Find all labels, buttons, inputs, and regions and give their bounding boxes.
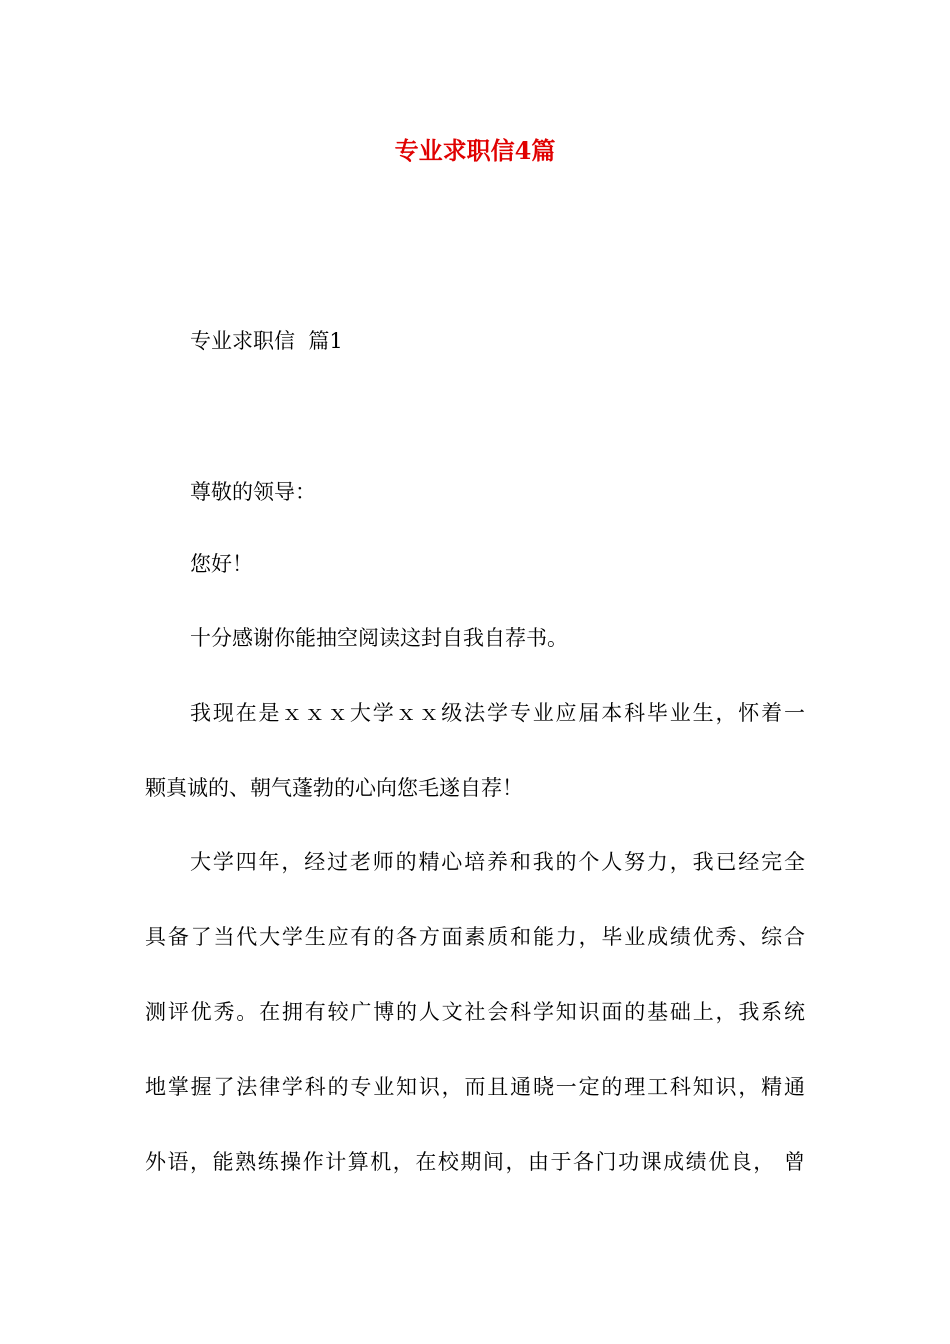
paragraph-line: 颗真诚的、朝气蓬勃的心向您毛遂自荐！ (145, 776, 523, 800)
paragraph-line: 具备了当代大学生应有的各方面素质和能力，毕业成绩优秀、综合 (145, 925, 805, 949)
paragraph-line: 测评优秀。在拥有较广博的人文社会科学知识面的基础上，我系统 (145, 1000, 805, 1024)
paragraph-line: 地掌握了法律学科的专业知识，而且通晓一定的理工科知识，精通 (145, 1075, 805, 1099)
salutation: 尊敬的领导： (190, 480, 316, 504)
paragraph-line: 我现在是ｘｘｘ大学ｘｘ级法学专业应届本科毕业生，怀着一 (190, 701, 805, 725)
paragraph-line: 大学四年，经过老师的精心培养和我的个人努力，我已经完全 (190, 850, 805, 874)
greeting: 您好！ (190, 552, 253, 576)
paragraph-line: 外语，能熟练操作计算机，在校期间，由于各门功课成绩优良， 曾 (145, 1150, 805, 1174)
section-heading: 专业求职信 篇1 (190, 329, 343, 353)
document-title: 专业求职信4篇 (394, 136, 556, 165)
paragraph-intro: 十分感谢你能抽空阅读这封自我自荐书。 (190, 626, 568, 650)
